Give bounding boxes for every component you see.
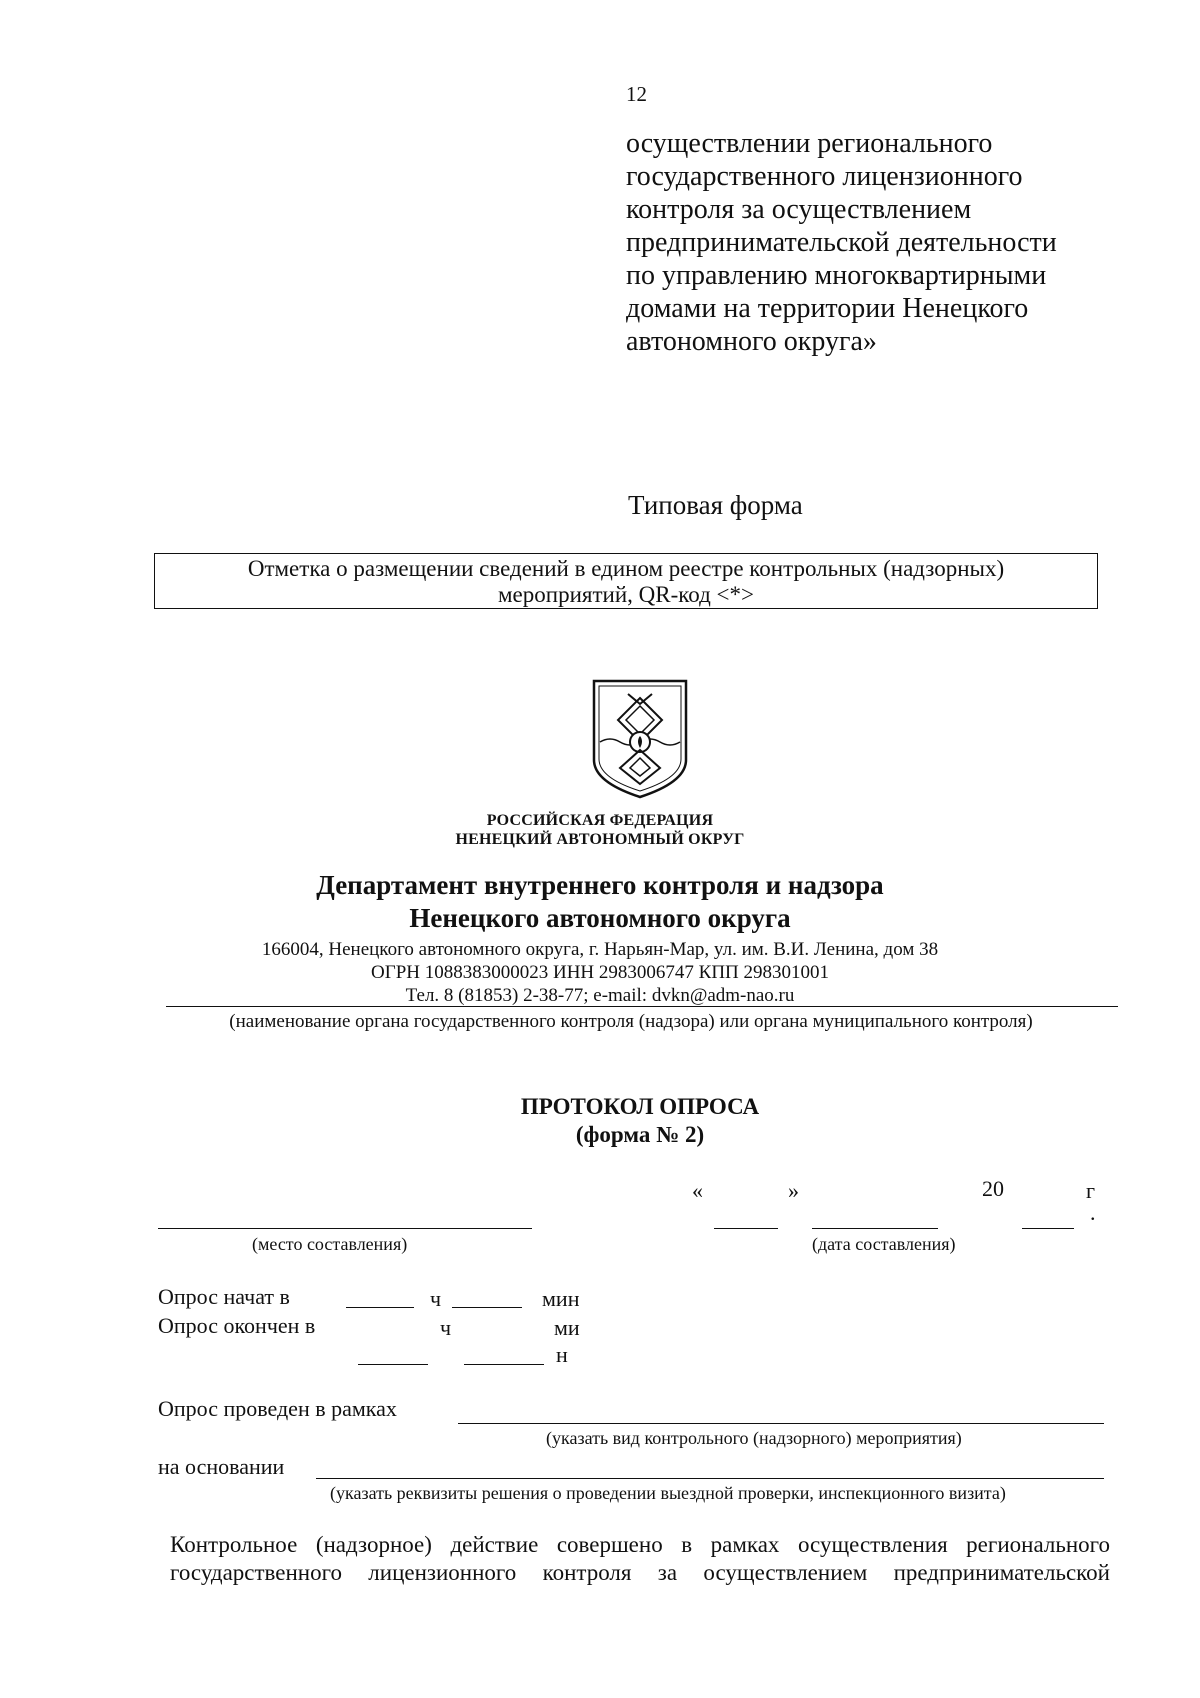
qr-registry-box	[154, 553, 1098, 609]
department-ids: ОГРН 1088383000023 ИНН 2983006747 КПП 298301001	[370, 962, 830, 983]
header-line: домами на территории Ненецкого	[626, 293, 1029, 324]
department-name: Департамент внутреннего контроля и надзора	[316, 870, 884, 900]
year-suffix: г	[1086, 1178, 1096, 1203]
header-line: автономного округа»	[626, 326, 877, 357]
header-line: контроля за осуществлением	[626, 194, 972, 225]
body-paragraph-line: Контрольное (надзорное) действие совершено в рамках осуществления регионального	[170, 1532, 1110, 1557]
day-field-line[interactable]	[714, 1228, 778, 1229]
end-minute-label-part: н	[556, 1342, 568, 1367]
department-contacts: Тел. 8 (81853) 2-38-77; e-mail: dvkn@adm-nao.ru	[405, 985, 795, 1006]
start-minute-field[interactable]	[452, 1307, 522, 1308]
start-hour-field[interactable]	[346, 1307, 414, 1308]
department-name: Ненецкого автономного округа	[409, 903, 791, 933]
place-field-line[interactable]	[158, 1228, 532, 1229]
date-open-quote: «	[692, 1178, 703, 1203]
date-caption: (дата составления)	[812, 1234, 956, 1254]
body-paragraph-line: государственного лицензионного контроля за осуществлением предпринимательской	[170, 1560, 1110, 1585]
end-hour-label: ч	[440, 1315, 452, 1340]
department-caption: (наименование органа государственного контроля (надзора) или органа муниципального контроля)	[229, 1011, 1033, 1032]
header-line: предпринимательской деятельности	[626, 227, 1057, 258]
basis-field[interactable]	[316, 1478, 1104, 1479]
department-address: 166004, Ненецкого автономного округа, г. Нарьян-Мар, ул. им. В.И. Ленина, дом 38	[261, 939, 939, 960]
separator-line	[166, 1006, 1118, 1007]
header-line: государственного лицензионного	[626, 161, 1023, 192]
start-minute-label: мин	[542, 1286, 580, 1311]
form-type-label: Типовая форма	[628, 490, 803, 520]
survey-frame-caption: (указать вид контрольного (надзорного) мероприятия)	[546, 1428, 962, 1448]
qr-box-line: Отметка о размещении сведений в едином реестре контрольных (надзорных)	[247, 556, 1005, 581]
date-dot: .	[1090, 1200, 1096, 1225]
page-number: 12	[626, 82, 647, 106]
survey-started-label: Опрос начат в	[158, 1284, 290, 1309]
end-hour-field[interactable]	[358, 1364, 428, 1365]
country-name: РОССИЙСКАЯ ФЕДЕРАЦИЯ	[486, 812, 714, 829]
qr-box-line: мероприятий, QR-код <*>	[498, 582, 754, 607]
coat-of-arms-icon	[590, 678, 690, 805]
date-close-quote: »	[788, 1178, 799, 1203]
end-minute-label-part: ми	[554, 1315, 580, 1340]
end-minute-field[interactable]	[464, 1364, 544, 1365]
basis-label: на основании	[158, 1454, 285, 1479]
year-field-line[interactable]	[1022, 1228, 1074, 1229]
protocol-title: ПРОТОКОЛ ОПРОСА	[520, 1094, 760, 1119]
protocol-subtitle: (форма № 2)	[575, 1122, 705, 1147]
survey-frame-label: Опрос проведен в рамках	[158, 1396, 397, 1421]
region-name: НЕНЕЦКИЙ АВТОНОМНЫЙ ОКРУГ	[455, 831, 745, 848]
basis-caption: (указать реквизиты решения о проведении выездной проверки, инспекционного визита)	[330, 1483, 1006, 1503]
year-prefix: 20	[982, 1176, 1004, 1201]
place-caption: (место составления)	[252, 1234, 408, 1254]
survey-frame-field[interactable]	[458, 1423, 1104, 1424]
header-line: осуществлении регионального	[626, 128, 993, 159]
start-hour-label: ч	[430, 1286, 442, 1311]
header-line: по управлению многоквартирными	[626, 260, 1047, 291]
month-field-line[interactable]	[812, 1228, 938, 1229]
survey-ended-label: Опрос окончен в	[158, 1313, 316, 1338]
